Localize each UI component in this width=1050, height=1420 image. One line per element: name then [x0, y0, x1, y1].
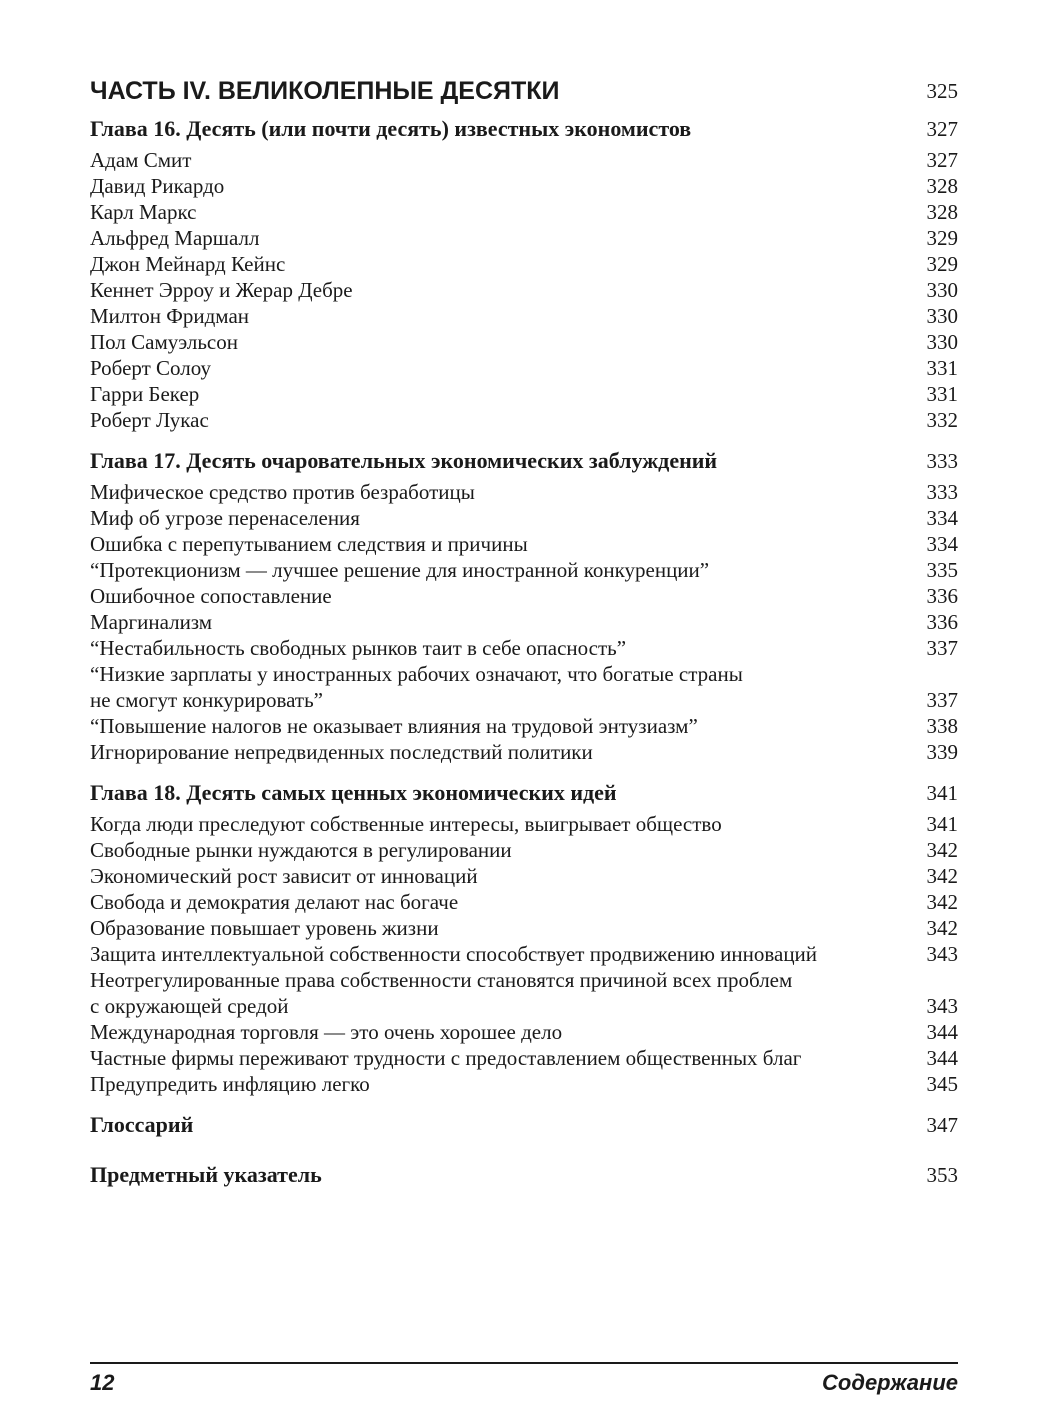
toc-entry[interactable] — [90, 739, 958, 765]
toc-entry-title: Гарри Бекер — [90, 382, 200, 406]
toc-entry-title: “Нестабильность свободных рынков таит в себе опасность” — [90, 636, 627, 660]
toc-entry-page: 337 — [926, 636, 958, 660]
toc-entry-title: Альфред Маршалл — [90, 226, 260, 250]
toc-entry-title: “Низкие зарплаты у иностранных рабочих означают, что богатые страны — [90, 662, 743, 686]
toc-entry-title: Международная торговля — это очень хорошее дело — [90, 1020, 563, 1044]
toc-entry-title: Роберт Лукас — [90, 408, 209, 432]
toc-entry-page: 338 — [926, 714, 958, 738]
toc-entry-title: Мифическое средство против безработицы — [90, 480, 475, 504]
toc-entry-title: Неотрегулированные права собственности становятся причиной всех проблем — [90, 968, 793, 992]
toc-entry[interactable] — [90, 889, 958, 915]
toc-entry-page: 335 — [926, 558, 958, 582]
toc-entry[interactable] — [90, 635, 958, 661]
chapters-list — [90, 115, 958, 1097]
toc-entry-title: Адам Смит — [90, 148, 192, 172]
toc-entry-page: 330 — [926, 278, 958, 302]
toc-entry-page: 342 — [926, 890, 958, 914]
toc-entry-title: Маргинализм — [90, 610, 213, 634]
toc-entry-page: 330 — [926, 330, 958, 354]
toc-entry-page: 344 — [926, 1020, 958, 1044]
toc-entry-page: 336 — [926, 584, 958, 608]
toc-entry[interactable] — [90, 381, 958, 407]
toc-entry-title: Экономический рост зависит от инноваций — [90, 864, 478, 888]
toc-entry-page: 342 — [926, 838, 958, 862]
toc-entry[interactable] — [90, 1045, 958, 1071]
toc-entry-page: 343 — [926, 942, 958, 966]
index-entry[interactable] — [90, 1161, 958, 1189]
part-heading[interactable] — [90, 74, 958, 108]
chapter-page: 333 — [926, 449, 958, 473]
toc-entry-title: Пол Самуэльсон — [90, 330, 238, 354]
part-title: ЧАСТЬ IV. ВЕЛИКОЛЕПНЫЕ ДЕСЯТКИ — [90, 77, 560, 105]
toc-entry[interactable] — [90, 277, 958, 303]
toc-entry-title: Игнорирование непредвиденных последствий политики — [90, 740, 593, 764]
toc-entry[interactable] — [90, 661, 958, 687]
footer-page-number: 12 — [90, 1370, 115, 1395]
toc-entry-page: 327 — [926, 148, 958, 172]
chapter-title: Глава 17. Десять очаровательных экономических заблуждений — [90, 448, 718, 473]
toc-entry[interactable] — [90, 1071, 958, 1097]
toc-entry-page: 345 — [926, 1072, 958, 1096]
toc-entry[interactable] — [90, 1019, 958, 1045]
toc-entry-page: 329 — [926, 226, 958, 250]
toc-entry[interactable] — [90, 941, 958, 967]
toc-entry[interactable] — [90, 915, 958, 941]
toc-entry-title: Кеннет Эрроу и Жерар Дебре — [90, 278, 353, 302]
toc-entry[interactable] — [90, 967, 958, 993]
toc-entry[interactable] — [90, 993, 958, 1019]
toc-entry-page: 341 — [926, 812, 958, 836]
toc-entry[interactable] — [90, 479, 958, 505]
glossary-page: 347 — [926, 1113, 958, 1137]
glossary-title: Глоссарий — [90, 1112, 194, 1137]
toc-entry[interactable] — [90, 173, 958, 199]
toc-entry[interactable] — [90, 225, 958, 251]
toc-entry-title: Образование повышает уровень жизни — [90, 916, 439, 940]
chapter-page: 327 — [926, 117, 958, 141]
toc-entry[interactable] — [90, 147, 958, 173]
toc-entry-page: 342 — [926, 916, 958, 940]
glossary-entry[interactable] — [90, 1111, 958, 1139]
toc-entry-title: Предупредить инфляцию легко — [90, 1072, 370, 1096]
chapter-page: 341 — [926, 781, 958, 805]
toc-entry-title: Защита интеллектуальной собственности способствует продвижению инноваций — [90, 942, 818, 966]
toc-entry-title: Свободные рынки нуждаются в регулировании — [90, 838, 512, 862]
toc-entry[interactable] — [90, 713, 958, 739]
toc-entry[interactable] — [90, 199, 958, 225]
toc-entry-page: 332 — [926, 408, 958, 432]
toc-entry-title: Милтон Фридман — [90, 304, 249, 328]
toc-entry-page: 331 — [926, 382, 958, 406]
toc-entry-title: Ошибка с перепутыванием следствия и причины — [90, 532, 528, 556]
toc-entry[interactable] — [90, 531, 958, 557]
toc-entry-page: 329 — [926, 252, 958, 276]
toc-entry-title: “Повышение налогов не оказывает влияния на трудовой энтузиазм” — [90, 714, 698, 738]
toc-entry-title: Ошибочное сопоставление — [90, 584, 332, 608]
toc-entry[interactable] — [90, 557, 958, 583]
toc-entry-page: 328 — [926, 200, 958, 224]
toc-entry[interactable] — [90, 303, 958, 329]
table-of-contents — [90, 74, 958, 1189]
toc-entry[interactable] — [90, 687, 958, 713]
toc-entry-title: Когда люди преследуют собственные интересы, выигрывает общество — [90, 812, 722, 836]
toc-entry[interactable] — [90, 329, 958, 355]
footer-section-title: Содержание — [822, 1370, 958, 1395]
toc-entry[interactable] — [90, 609, 958, 635]
part-page: 325 — [926, 79, 958, 103]
toc-entry-page: 343 — [926, 994, 958, 1018]
toc-entry-title: Свобода и демократия делают нас богаче — [90, 890, 459, 914]
toc-entry-page: 331 — [926, 356, 958, 380]
index-page: 353 — [926, 1163, 958, 1187]
toc-entry-page: 328 — [926, 174, 958, 198]
toc-entry-title: Роберт Солоу — [90, 356, 211, 380]
toc-entry[interactable] — [90, 837, 958, 863]
toc-entry[interactable] — [90, 505, 958, 531]
chapter-title: Глава 18. Десять самых ценных экономических идей — [90, 780, 617, 805]
chapter-heading[interactable] — [90, 447, 958, 475]
toc-entry-title: “Протекционизм — лучшее решение для иностранной конкуренции” — [90, 558, 710, 582]
toc-entry[interactable] — [90, 863, 958, 889]
toc-entry-page: 336 — [926, 610, 958, 634]
toc-entry-page: 342 — [926, 864, 958, 888]
toc-entry-page: 334 — [926, 506, 958, 530]
index-title: Предметный указатель — [90, 1162, 322, 1187]
toc-entry[interactable] — [90, 583, 958, 609]
toc-entry[interactable] — [90, 355, 958, 381]
toc-entry-title: Карл Маркс — [90, 200, 197, 224]
toc-entry-page: 337 — [926, 688, 958, 712]
toc-entry-page: 333 — [926, 480, 958, 504]
toc-entry-title: Давид Рикардо — [90, 174, 225, 198]
page-footer — [90, 1362, 958, 1396]
toc-entry-page: 344 — [926, 1046, 958, 1070]
toc-entry-title: с окружающей средой — [90, 994, 289, 1018]
toc-entry-title: Джон Мейнард Кейнс — [90, 252, 286, 276]
toc-entry-title: не смогут конкурировать” — [90, 688, 323, 712]
toc-entry[interactable] — [90, 251, 958, 277]
toc-entry-page: 339 — [926, 740, 958, 764]
toc-entry-page: 334 — [926, 532, 958, 556]
chapter-title: Глава 16. Десять (или почти десять) известных экономистов — [90, 116, 692, 141]
toc-entry-page: 330 — [926, 304, 958, 328]
chapter-heading[interactable] — [90, 779, 958, 807]
toc-entry-title: Миф об угрозе перенаселения — [90, 506, 360, 530]
toc-entry[interactable] — [90, 811, 958, 837]
toc-entry[interactable] — [90, 407, 958, 433]
chapter-heading[interactable] — [90, 115, 958, 143]
toc-entry-title: Частные фирмы переживают трудности с предоставлением общественных благ — [90, 1046, 802, 1070]
